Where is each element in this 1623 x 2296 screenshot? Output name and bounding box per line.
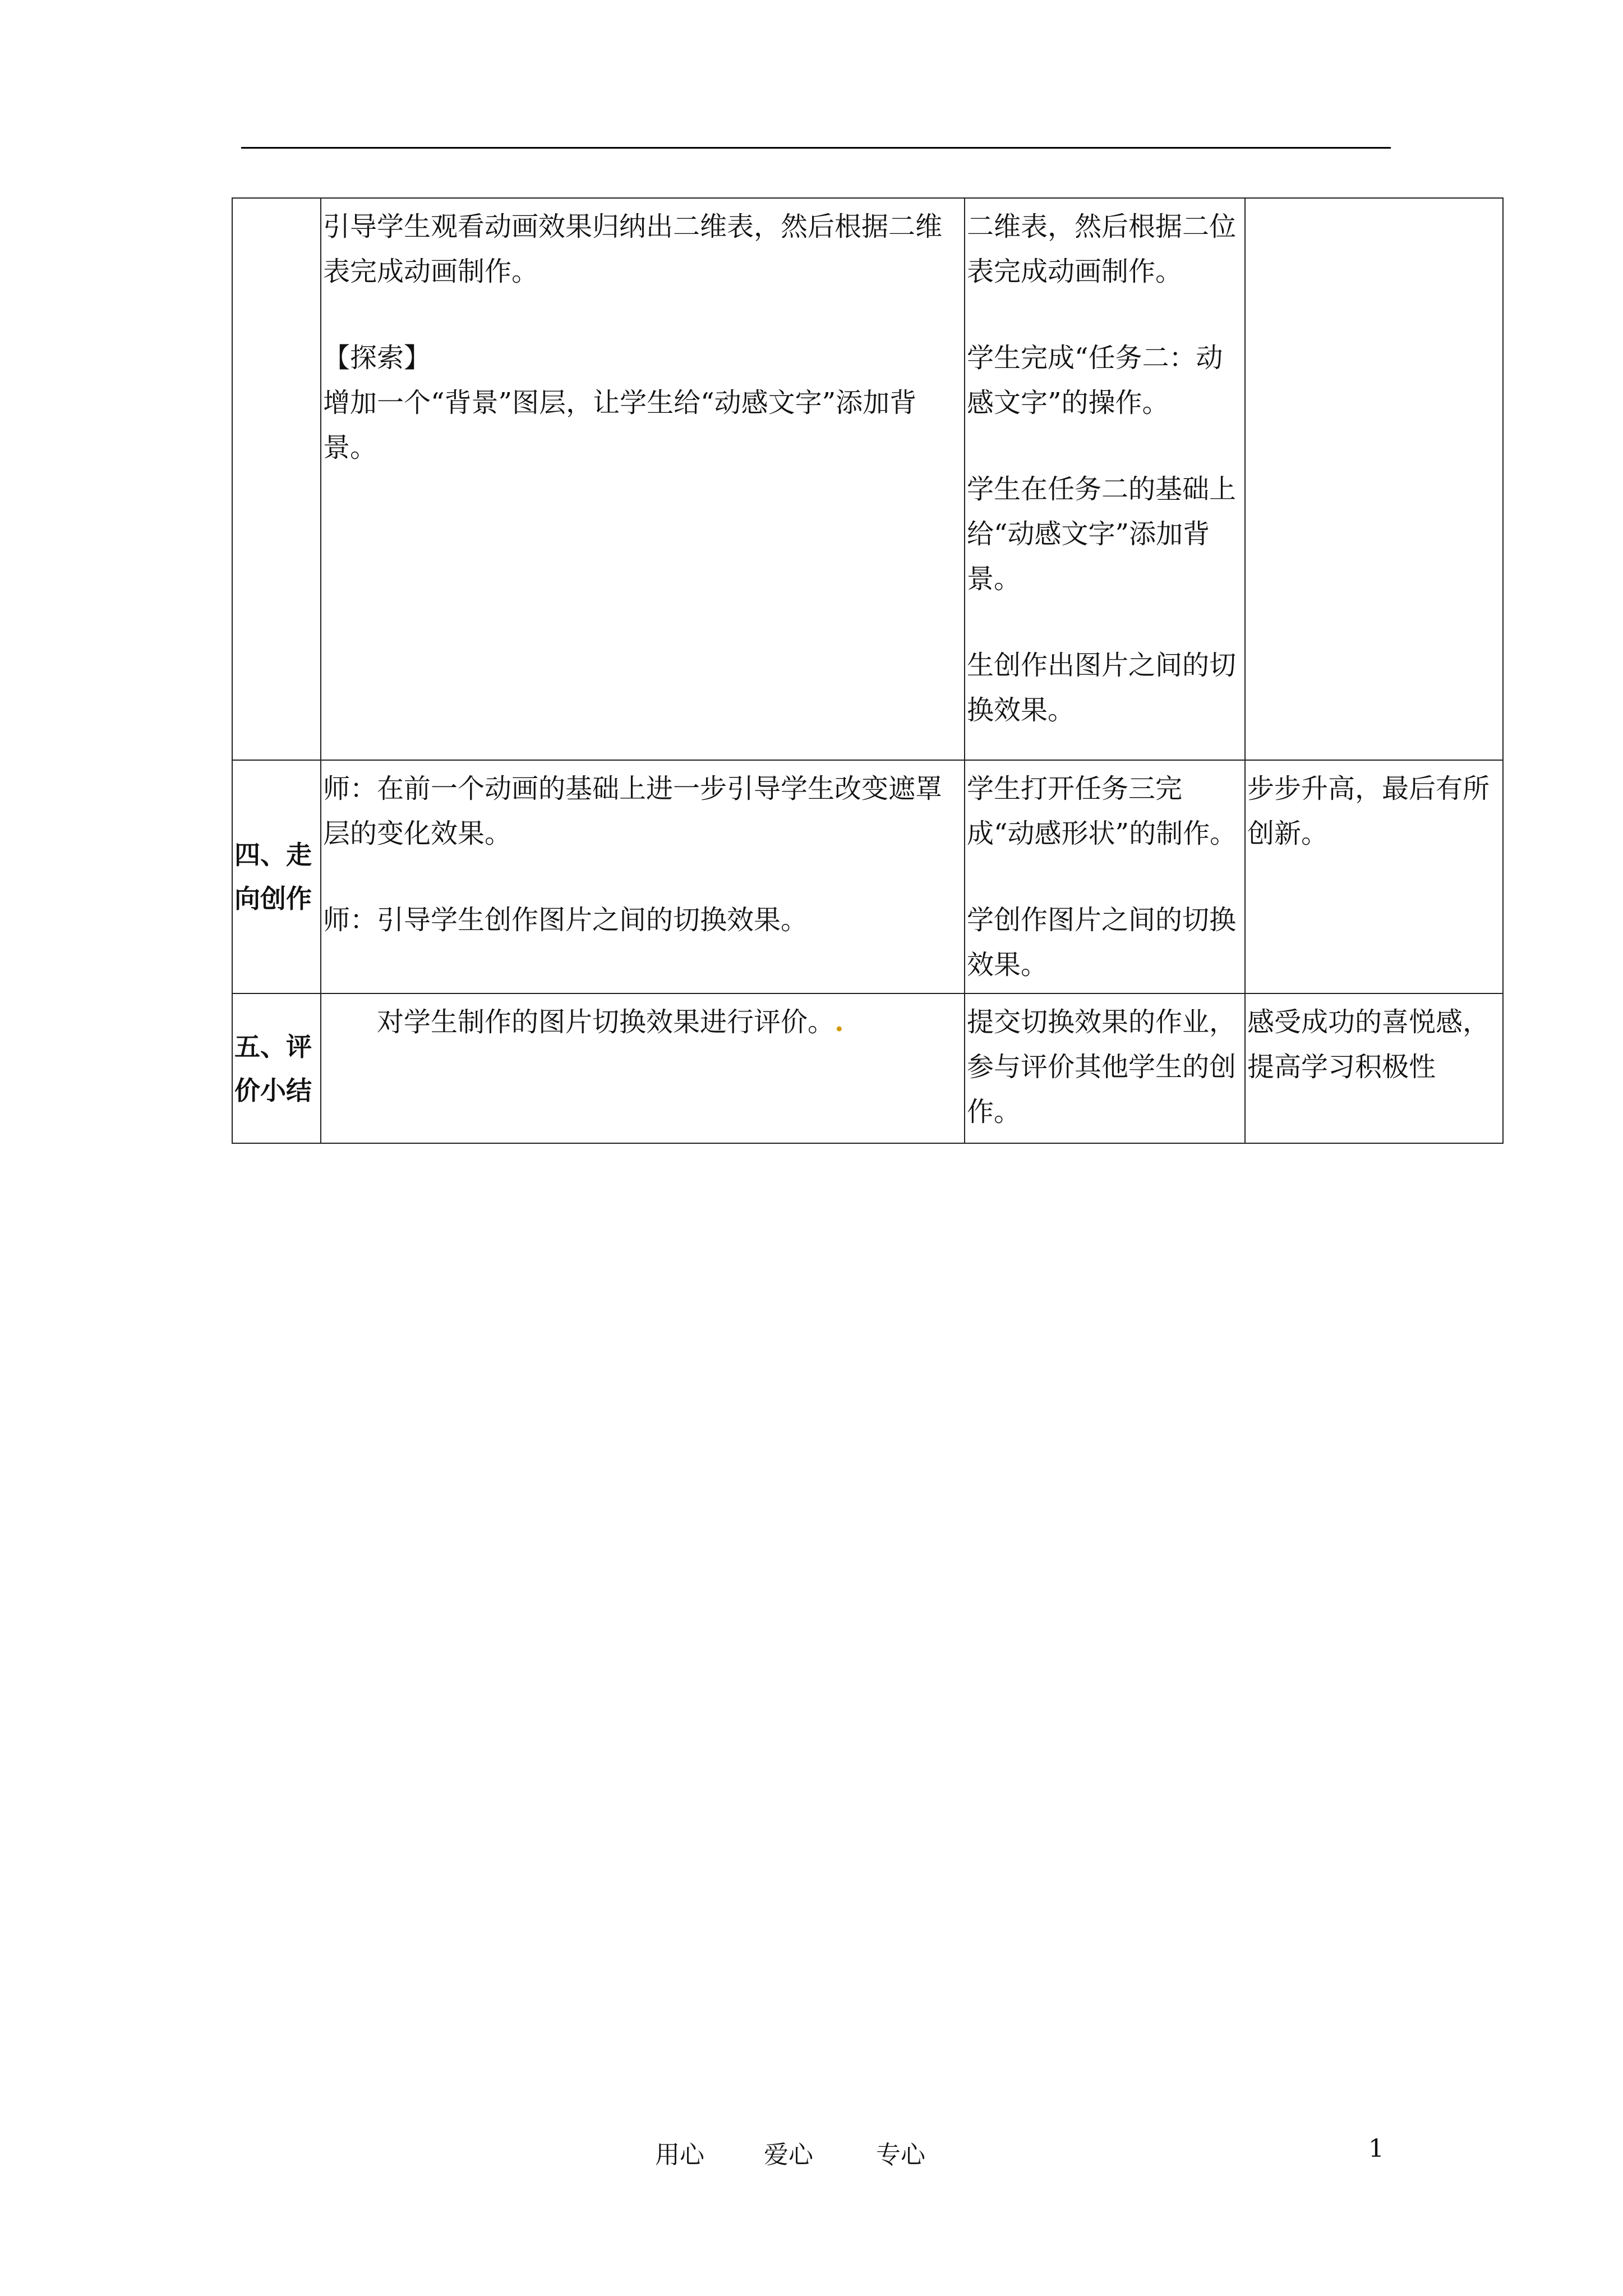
teacher-paragraph: 增加一个“背景”图层，让学生给“动感文字”添加背景。 [323,387,917,463]
table-row [232,993,1503,1143]
student-paragraph: 学生完成“任务二：动感文字”的操作。 [967,342,1223,418]
student-activity-cell [965,760,1245,993]
design-intent-cell: 步步升高，最后有所创新。 [1245,760,1503,993]
student-paragraph: 生创作出图片之间的切换效果。 [967,650,1237,726]
stage-cell: 四、走 向创作 [232,760,321,993]
header-rule [241,147,1391,149]
lesson-plan-table [232,197,1504,1144]
student-paragraph: 学生打开任务三完成“动感形状”的制作。 [967,773,1237,849]
student-activity-cell [965,198,1245,760]
table-row [232,760,1503,993]
teacher-activity-cell [321,198,965,760]
annotation-mark: . [834,1006,844,1038]
teacher-paragraph: 师：在前一个动画的基础上进一步引导学生改变遮罩层的变化效果。 [323,773,943,849]
teacher-activity-cell [321,760,965,993]
explore-heading: 【探索】 [323,342,431,374]
teacher-paragraph: 师：引导学生创作图片之间的切换效果。 [323,904,808,936]
design-intent-cell [1245,198,1503,760]
stage-cell [232,198,321,760]
student-paragraph: 学生在任务二的基础上给“动感文字”添加背景。 [967,473,1237,595]
teacher-paragraph: 引导学生观看动画效果归纳出二维表，然后根据二维表完成动画制作。 [323,211,943,287]
teacher-activity-cell [321,993,965,1143]
design-intent-cell: 感受成功的喜悦感，提高学习积极性 [1245,993,1503,1143]
page-number: 1 [1368,2134,1384,2163]
teacher-text: 对学生制作的图片切换效果进行评价。 [377,1006,835,1038]
table-row [232,198,1503,760]
student-paragraph: 二维表，然后根据二位表完成动画制作。 [967,211,1237,287]
footer-motto-3: 专心 [876,2141,925,2169]
footer-motto-1: 用心 [655,2141,704,2169]
student-paragraph: 学创作图片之间的切换效果。 [967,904,1237,981]
stage-cell: 五、评 价小结 [232,993,321,1143]
student-activity-cell: 提交切换效果的作业，参与评价其他学生的创作。 [965,993,1245,1143]
footer-motto-2: 爱心 [764,2141,813,2169]
teacher-paragraph [323,1000,962,1045]
